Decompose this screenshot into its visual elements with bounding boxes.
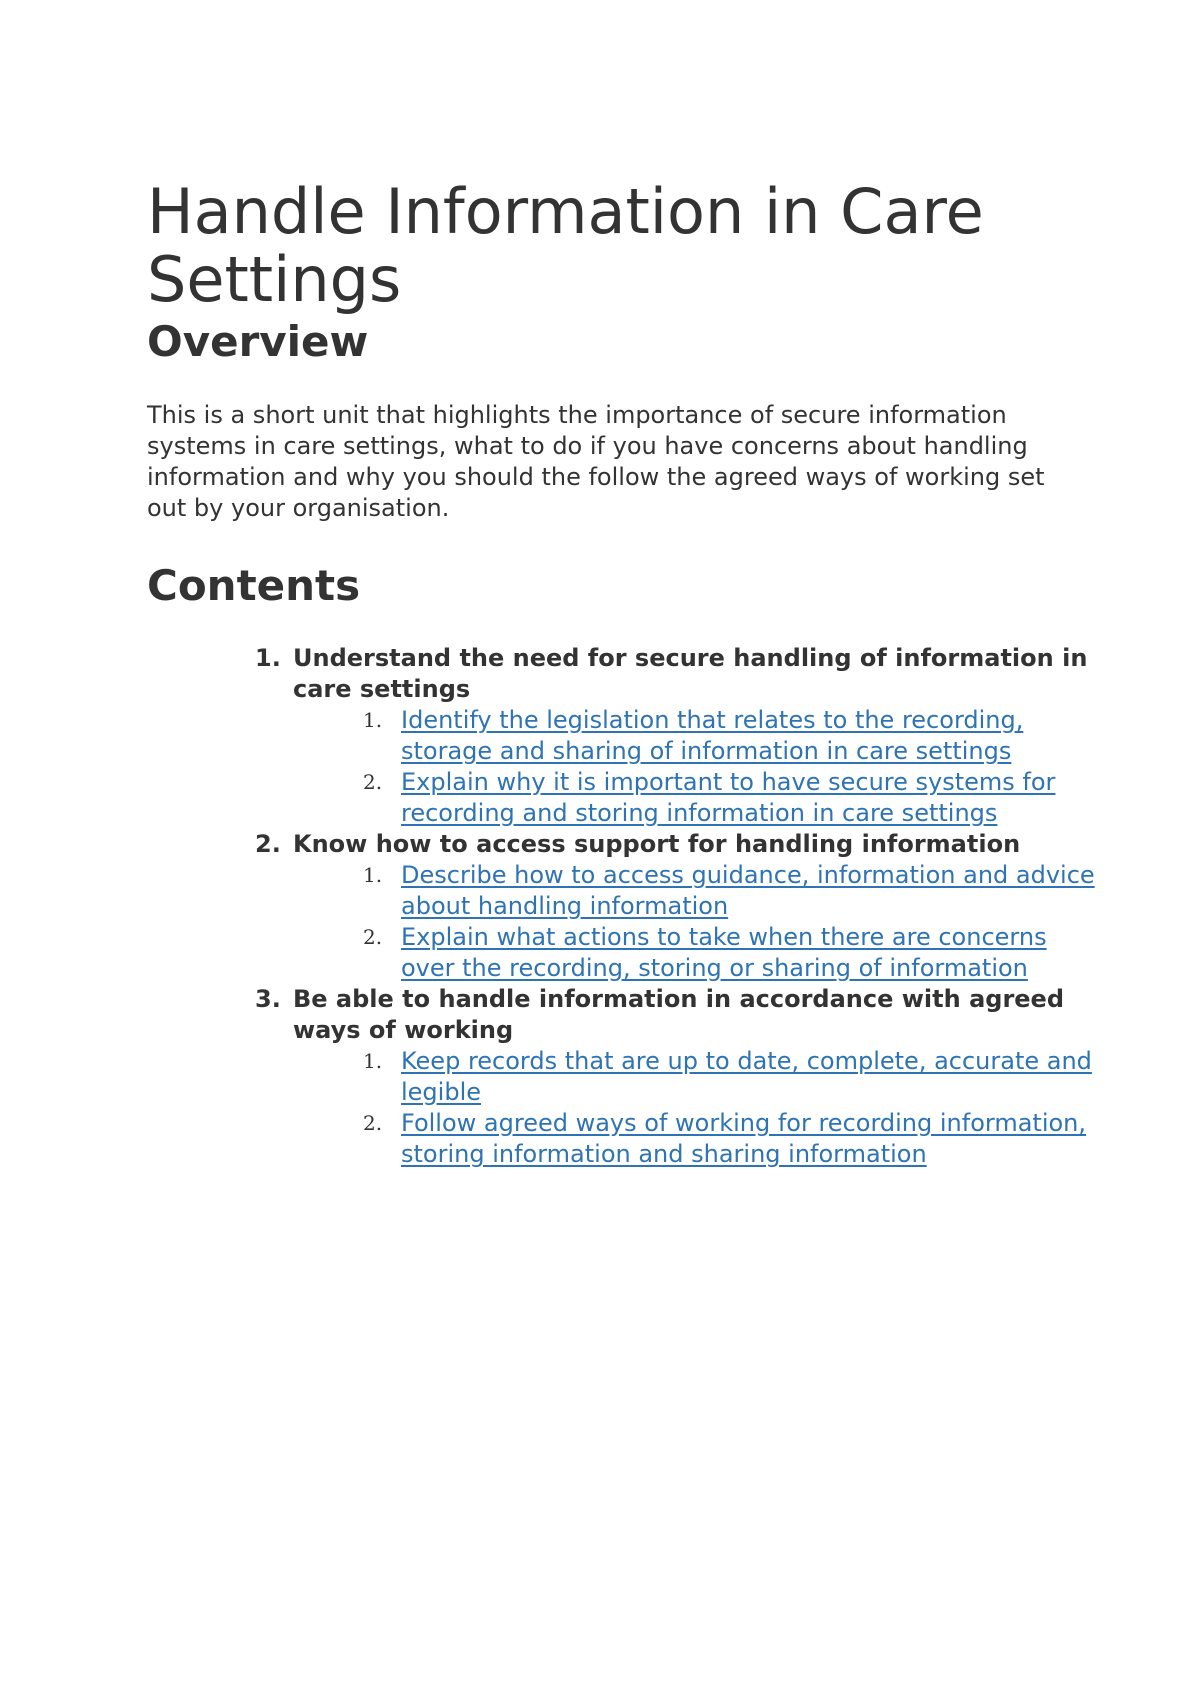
contents-item-number: 2. xyxy=(255,830,281,858)
overview-heading: Overview xyxy=(147,317,369,366)
contents-item-label: Understand the need for secure handling of information in care settings xyxy=(293,644,1088,703)
sub-item-link[interactable]: Describe how to access guidance, information and advice about handling information xyxy=(401,861,1095,920)
sub-list xyxy=(363,1046,1105,1170)
contents-item-1 xyxy=(255,643,1105,829)
sub-item-link[interactable]: Explain why it is important to have secure systems for recording and storing information in care settings xyxy=(401,768,1056,827)
document-title: Handle Information in Care Settings xyxy=(147,175,984,316)
contents-item-number: 3. xyxy=(255,985,281,1013)
sub-list xyxy=(363,860,1105,984)
contents-item-2 xyxy=(255,829,1105,984)
list-item xyxy=(363,860,1105,922)
list-item xyxy=(363,922,1105,984)
sub-item-link[interactable]: Keep records that are up to date, complete, accurate and legible xyxy=(401,1047,1092,1106)
list-item xyxy=(363,705,1105,767)
sub-item-link[interactable]: Follow agreed ways of working for recording information, storing information and sharing information xyxy=(401,1109,1087,1168)
contents-item-number: 1. xyxy=(255,644,281,672)
list-item xyxy=(363,767,1105,829)
overview-paragraph: This is a short unit that highlights the importance of secure information systems in care settings, what to do if you have concerns about handling information and why you should the follow the agreed ways of working set out by your organisation. xyxy=(147,401,1045,522)
sub-item-number: 2. xyxy=(363,925,383,949)
contents-item-label: Know how to access support for handling information xyxy=(293,830,1021,858)
contents-item-3 xyxy=(255,984,1105,1170)
sub-item-number: 1. xyxy=(363,1049,383,1073)
sub-item-number: 1. xyxy=(363,708,383,732)
list-item xyxy=(363,1046,1105,1108)
contents-heading: Contents xyxy=(147,561,361,610)
sub-item-link[interactable]: Explain what actions to take when there are concerns over the recording, storing or sharing of information xyxy=(401,923,1047,982)
sub-list xyxy=(363,705,1105,829)
list-item xyxy=(363,1108,1105,1170)
sub-item-number: 2. xyxy=(363,770,383,794)
sub-item-number: 1. xyxy=(363,863,383,887)
contents-item-label: Be able to handle information in accordance with agreed ways of working xyxy=(293,985,1065,1044)
sub-item-number: 2. xyxy=(363,1111,383,1135)
sub-item-link[interactable]: Identify the legislation that relates to the recording, storage and sharing of information in care settings xyxy=(401,706,1024,765)
table-of-contents xyxy=(255,643,1105,1170)
